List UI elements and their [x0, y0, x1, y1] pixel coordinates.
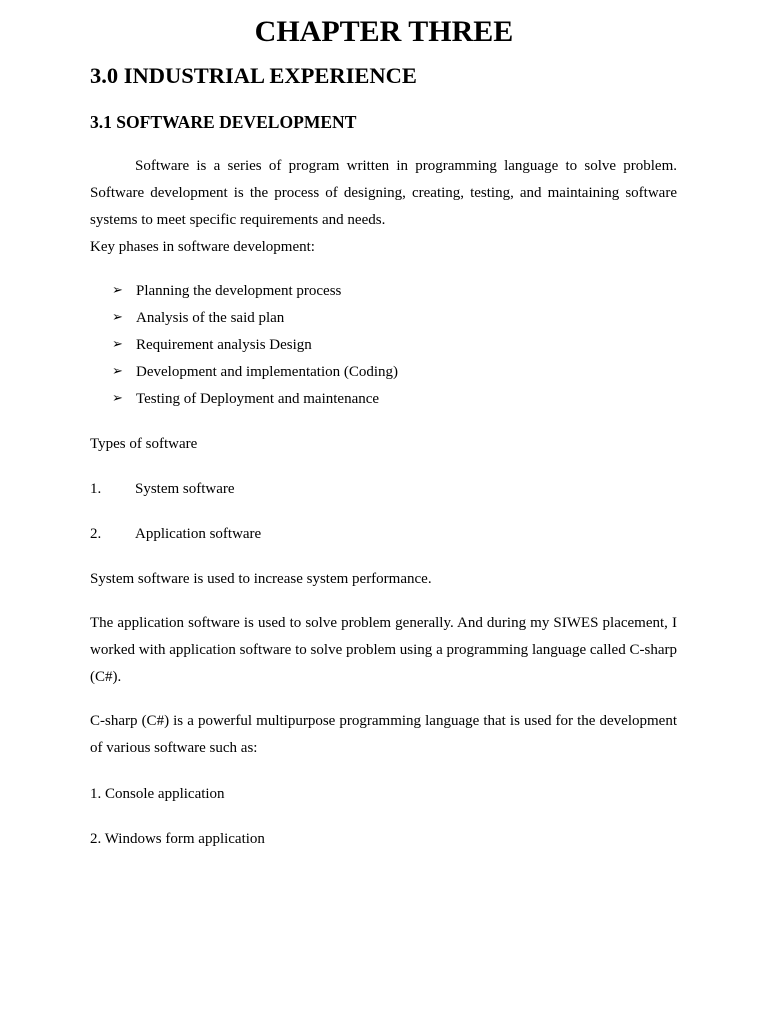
arrow-bullet-icon: ➢ [112, 283, 123, 298]
intro-paragraph: Software is a series of program written in programming language to solve problem. Software development is the process of designing, creating, testing, and maintaining software systems to meet specific requirements and needs. [90, 158, 677, 228]
csharp-paragraph: C-sharp (C#) is a powerful multipurpose programming language that is used for the development of various software such as: [90, 713, 677, 756]
arrow-bullet-icon: ➢ [112, 391, 123, 406]
phase-text: Requirement analysis Design [136, 337, 312, 353]
numbered-item [90, 524, 261, 544]
list-item [112, 389, 398, 416]
arrow-bullet-icon: ➢ [112, 337, 123, 352]
csharp-use-item: 1. Console application [90, 786, 225, 802]
item-number: 1. [90, 481, 102, 497]
list-item [112, 308, 398, 335]
section-heading: 3.0 INDUSTRIAL EXPERIENCE [90, 63, 417, 88]
phase-text: Testing of Deployment and maintenance [136, 391, 380, 407]
phase-text: Analysis of the said plan [136, 310, 285, 326]
phase-text: Planning the development process [136, 283, 342, 299]
csharp-use-item: 2. Windows form application [90, 831, 265, 847]
key-phases-list [112, 281, 398, 416]
arrow-bullet-icon: ➢ [112, 310, 123, 325]
chapter-title: CHAPTER THREE [254, 15, 514, 48]
subsection-heading: 3.1 SOFTWARE DEVELOPMENT [90, 112, 357, 132]
list-item [112, 281, 398, 308]
system-software-text: System software is used to increase system performance. [90, 571, 432, 587]
item-number: 2. [90, 526, 102, 542]
phase-text: Development and implementation (Coding) [136, 364, 399, 380]
arrow-bullet-icon: ➢ [112, 364, 123, 379]
types-label: Types of software [90, 436, 198, 452]
application-paragraph: The application software is used to solve problem generally. And during my SIWES placement, I worked with application software to solve problem using a programming language called C-sharp (C#). [90, 615, 677, 685]
item-label: Application software [135, 526, 262, 542]
list-item [112, 362, 398, 389]
list-item [112, 335, 398, 362]
item-label: System software [135, 481, 235, 497]
key-phases-label: Key phases in software development: [90, 239, 315, 255]
numbered-item [90, 479, 235, 499]
